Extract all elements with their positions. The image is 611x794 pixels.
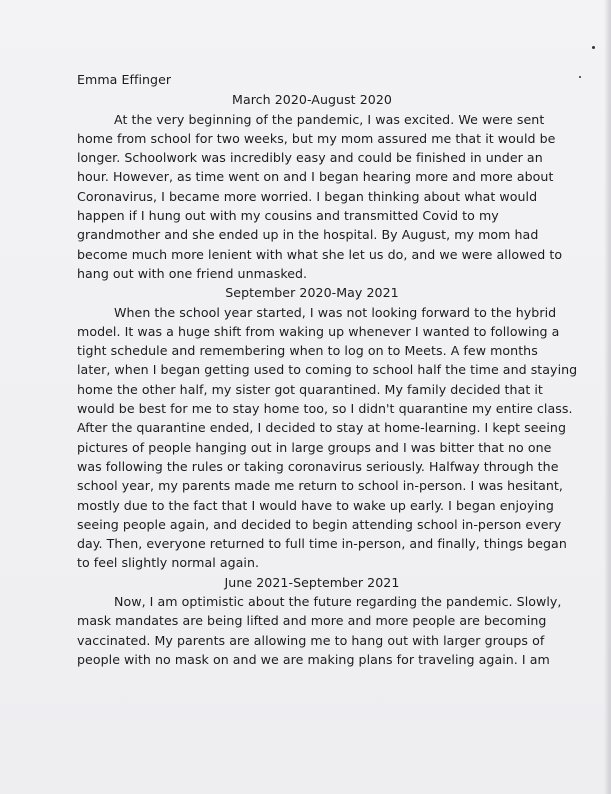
document-body: [77, 70, 578, 669]
paragraph-line: mask mandates are being lifted and more and more people are becoming: [77, 613, 547, 629]
paragraph-line: later, when I began getting used to coming to school half the time and staying: [77, 362, 578, 378]
paragraph-line: day. Then, everyone returned to full time in-person, and finally, things began: [77, 536, 567, 552]
paragraph-line: was following the rules or taking coronavirus seriously. Halfway through the: [77, 458, 559, 474]
paragraph-line: longer. Schoolwork was incredibly easy and could be finished in under an: [77, 150, 543, 166]
section-heading: September 2020-May 2021: [225, 285, 399, 301]
paragraph-line: After the quarantine ended, I decided to stay at home-learning. I kept seeing: [77, 420, 566, 436]
scan-speck: [592, 46, 595, 49]
paragraph-line: school year, my parents made me return to school in-person. I was hesitant,: [77, 478, 563, 494]
author-name: Emma Effinger: [77, 72, 172, 87]
paragraph-line: When the school year started, I was not looking forward to the hybrid: [114, 304, 557, 320]
paragraph-line: pictures of people hanging out in large groups and I was bitter that no one: [77, 439, 552, 455]
paragraph-line: At the very beginning of the pandemic, I was excited. We were sent: [114, 111, 545, 127]
paragraph-line: Coronavirus, I became more worried. I began thinking about what would: [77, 188, 538, 204]
paragraph-line: mostly due to the fact that I would have to wake up early. I began enjoying: [77, 497, 554, 513]
paragraph-line: home from school for two weeks, but my mom assured me that it would be: [77, 130, 556, 146]
scan-speck: [579, 76, 581, 78]
paragraph-line: become much more lenient with what she let us do, and we were allowed to: [77, 246, 563, 262]
paragraph-line: vaccinated. My parents are allowing me to hang out with larger groups of: [77, 632, 545, 648]
paragraph-line: happen if I hung out with my cousins and transmitted Covid to my: [77, 208, 499, 224]
section-heading: March 2020-August 2020: [232, 92, 392, 108]
paragraph-line: Now, I am optimistic about the future regarding the pandemic. Slowly,: [114, 594, 562, 610]
paragraph-line: model. It was a huge shift from waking up whenever I wanted to following a: [77, 323, 560, 339]
paragraph-line: grandmother and she ended up in the hospital. By August, my mom had: [77, 227, 539, 243]
paragraph-line: to feel slightly normal again.: [77, 555, 260, 571]
paragraph-line: tight schedule and remembering when to log on to Meets. A few months: [77, 343, 538, 359]
paragraph-line: hang out with one friend unmasked.: [77, 265, 308, 281]
paragraph-line: seeing people again, and decided to begin attending school in-person every: [77, 516, 562, 532]
paragraph-line: would be best for me to stay home too, so I didn't quarantine my entire class.: [77, 401, 573, 417]
paragraph-line: home the other half, my sister got quarantined. My family decided that it: [77, 381, 543, 397]
section-heading: June 2021-September 2021: [224, 574, 400, 590]
scan-edge-shadow: [604, 0, 610, 794]
paragraph-line: people with no mask on and we are making plans for traveling again. I am: [77, 651, 550, 667]
paragraph-line: hour. However, as time went on and I began hearing more and more about: [77, 169, 554, 185]
